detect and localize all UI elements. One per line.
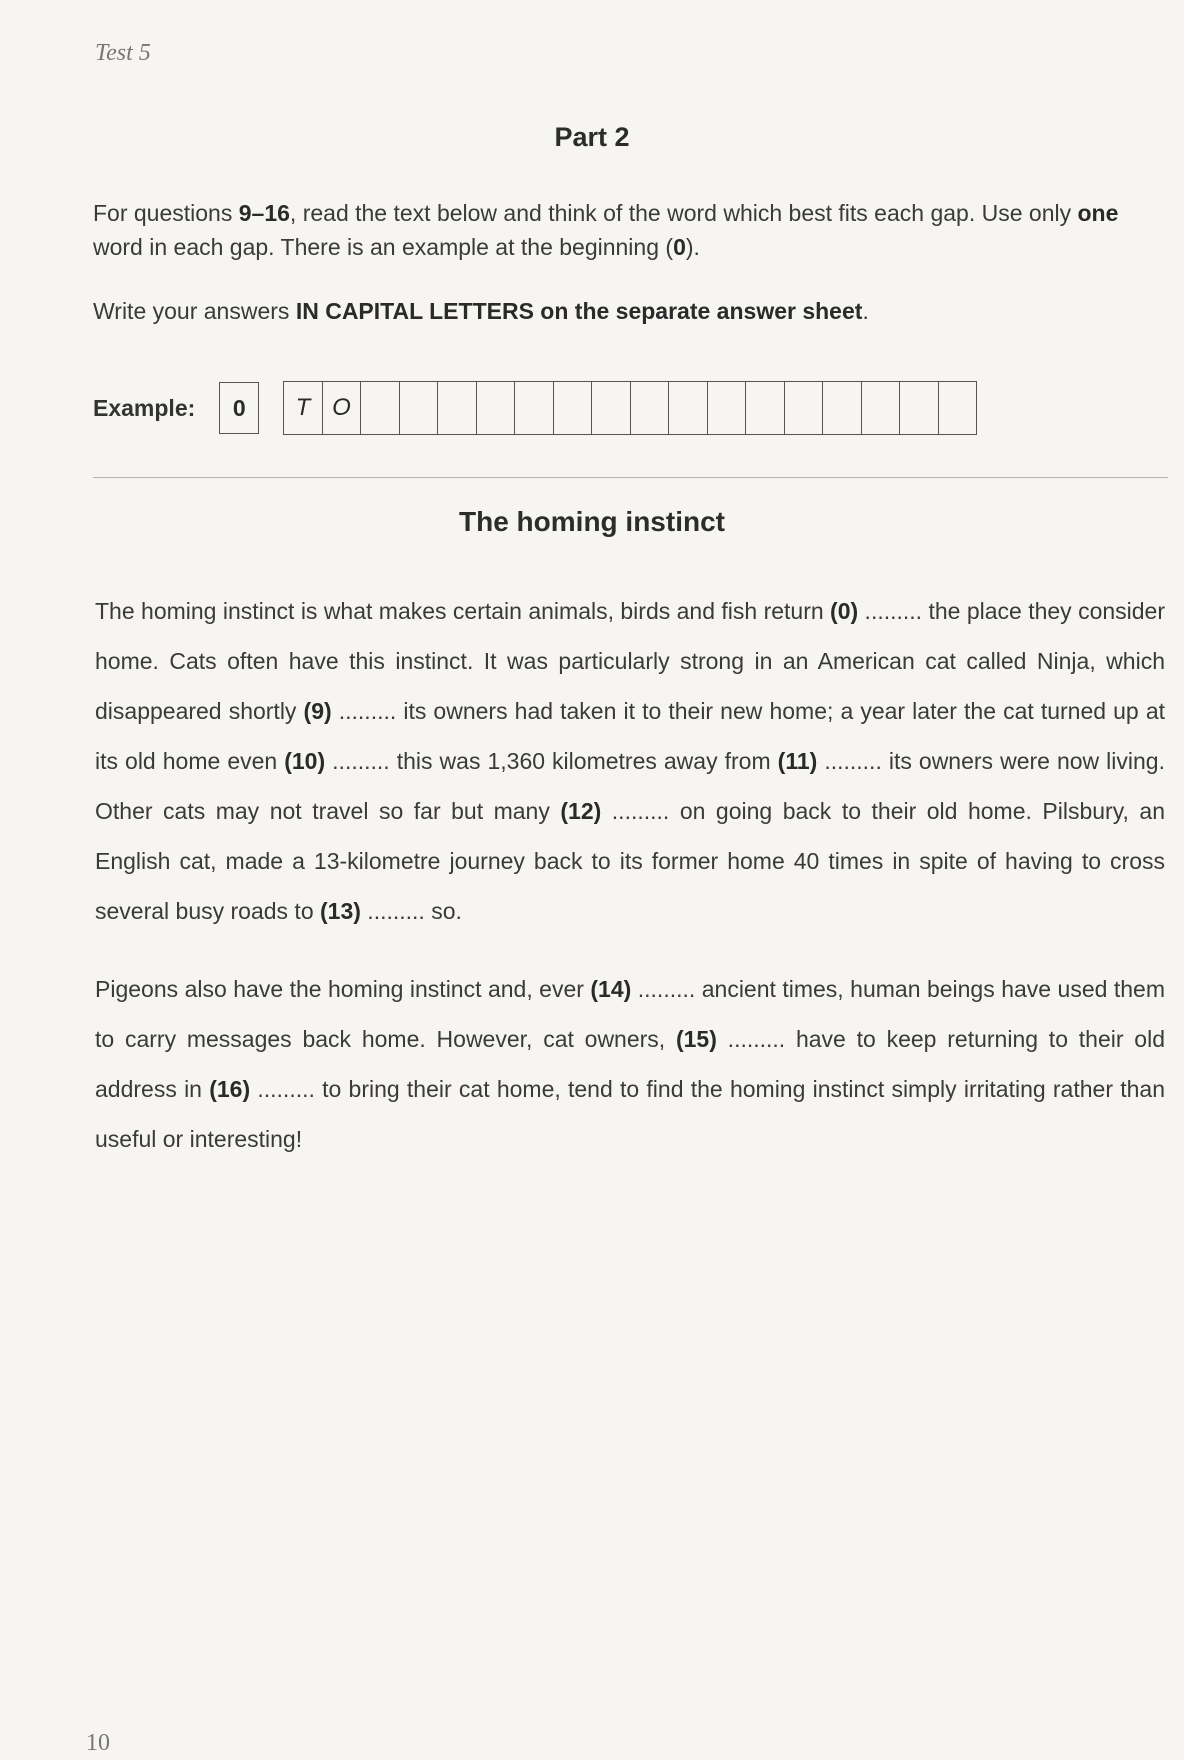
gap-number: (12) [560, 798, 602, 824]
instruction-line-1 [93, 196, 1168, 264]
running-header: Test 5 [95, 40, 151, 66]
passage-text: Pigeons also have the homing instinct and, ever [95, 976, 591, 1002]
passage-text: ......... the place they consider home. Cats often have this instinct. It was particularly strong in an American cat called Ninja, which disappeared shortly [95, 598, 1165, 724]
answer-cell [630, 382, 669, 434]
instruction-text: ). [685, 234, 700, 260]
instructions [93, 196, 1168, 328]
passage-text: ......... so. [360, 898, 462, 924]
answer-cell [668, 382, 707, 434]
instruction-line-2 [93, 294, 1168, 328]
gap-number: (11) [777, 748, 818, 774]
answer-cell [822, 382, 861, 434]
answer-cell [553, 382, 592, 434]
instruction-text: , read the text below and think of the word which best fits each gap. Use only [289, 200, 1078, 226]
passage-text: ......... have to keep returning to their old address in [95, 1026, 1165, 1102]
answer-cell [360, 382, 399, 434]
example-ref: 0 [673, 234, 686, 260]
divider [93, 477, 1168, 478]
answer-cell [437, 382, 476, 434]
gap-number: (0) [830, 598, 859, 624]
passage-paragraph-2 [95, 964, 1165, 1164]
gap-number: (13) [320, 898, 361, 924]
passage-text: The homing instinct is what makes certain animals, birds and fish return [95, 598, 831, 624]
answer-cell [938, 382, 977, 434]
answer-cell: O [322, 382, 361, 434]
answer-cell [899, 382, 938, 434]
gap-number: (10) [284, 748, 326, 774]
answer-cell [707, 382, 746, 434]
instruction-text: For questions [93, 200, 239, 226]
example-number-box: 0 [219, 382, 259, 434]
passage-text: ......... ancient times, human beings have used them to carry messages back home. However, cat owners, [95, 976, 1165, 1052]
instruction-text: Write your answers [93, 298, 296, 324]
gap-number: (15) [675, 1026, 717, 1052]
example-row [93, 380, 977, 436]
gap-number: (16) [209, 1076, 251, 1102]
instruction-text: . [862, 298, 869, 324]
answer-cell [476, 382, 515, 434]
passage-text: ......... to bring their cat home, tend to find the homing instinct simply irritating rather than useful or interesting! [95, 1076, 1165, 1152]
answer-format-emphasis: IN CAPITAL LETTERS on the separate answer sheet [295, 298, 863, 324]
passage-text: ......... on going back to their old home. Pilsbury, an English cat, made a 13-kilometre journey back to its former home 40 times in spite of having to cross several busy roads to [95, 798, 1166, 924]
text-title: The homing instinct [459, 506, 725, 537]
part-title: Part 2 [554, 122, 630, 152]
passage-text: ......... its owners had taken it to their new home; a year later the cat turned up at its old home even [95, 698, 1165, 774]
passage-text: ......... its owners were now living. Other cats may not travel so far but many [95, 748, 1165, 824]
passage-text: ......... this was 1,360 kilometres away from [325, 748, 778, 774]
answer-cell [591, 382, 630, 434]
emphasis-one: one [1077, 200, 1119, 226]
gap-number: (14) [590, 976, 632, 1002]
answer-cell [784, 382, 823, 434]
answer-cell: T [283, 382, 322, 434]
page-number: 10 [86, 1730, 110, 1756]
answer-cell [861, 382, 900, 434]
gap-number: (9) [303, 698, 332, 724]
passage [95, 586, 1165, 1164]
instruction-text: word in each gap. There is an example at the beginning ( [93, 234, 674, 260]
example-answer-grid [283, 381, 977, 435]
question-range: 9–16 [238, 200, 290, 226]
answer-cell [514, 382, 553, 434]
passage-paragraph-1 [95, 586, 1165, 936]
answer-cell [745, 382, 784, 434]
example-label: Example: [93, 394, 196, 421]
answer-cell [399, 382, 438, 434]
